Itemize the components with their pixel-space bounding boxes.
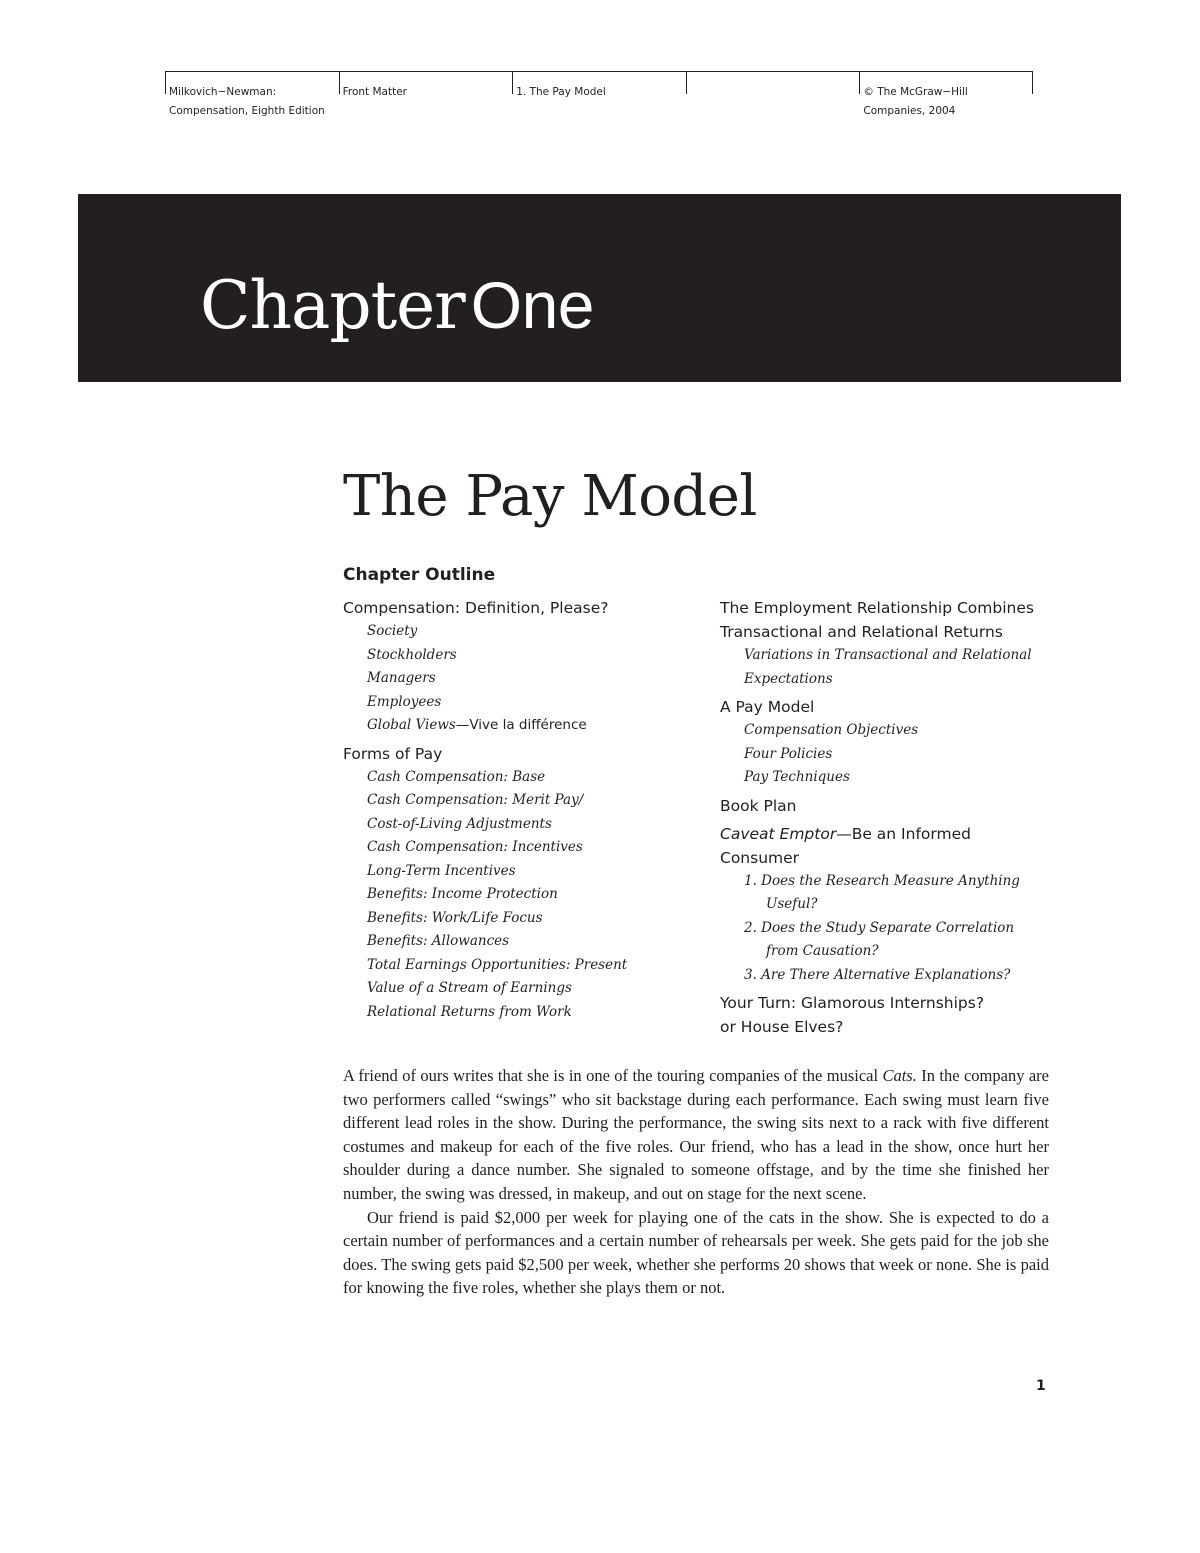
- header-copyright: © The McGraw−Hill Companies, 2004: [859, 72, 1033, 121]
- outline-subitem: Useful?: [766, 896, 818, 912]
- running-header: [165, 71, 1033, 121]
- header-section: Front Matter: [339, 72, 513, 121]
- chapter-banner: [78, 194, 1121, 382]
- outline-item-italic: Caveat Emptor: [720, 824, 837, 843]
- outline-item: Your Turn: Glamorous Internships?: [720, 994, 985, 1012]
- outline-item: or House Elves?: [720, 1018, 844, 1036]
- outline-subitem: [343, 714, 688, 738]
- outline-subitem: Relational Returns from Work: [367, 1003, 572, 1020]
- outline-subitem-italic: Global Views: [367, 717, 456, 733]
- outline-subitem: Pay Techniques: [744, 769, 850, 785]
- musical-title: Cats.: [882, 1066, 917, 1085]
- outline-subitem: Cash Compensation: Base: [367, 768, 546, 785]
- header-book-info: Milkovich−Newman: Compensation, Eighth Edition: [165, 72, 339, 121]
- outline-subitem: Cash Compensation: Incentives: [367, 839, 583, 855]
- outline-subitem: Cash Compensation: Merit Pay/: [367, 792, 584, 808]
- outline-subitem: Four Policies: [744, 745, 833, 762]
- outline-subitem: Value of a Stream of Earnings: [367, 980, 572, 996]
- outline-subitem: 2. Does the Study Separate Correlation: [744, 919, 1015, 936]
- outline-left-column: [343, 596, 688, 1024]
- chapter-number: One: [470, 268, 594, 342]
- body-text: [343, 1064, 1049, 1300]
- body-paragraph: [343, 1064, 1049, 1206]
- body-paragraph: Our friend is paid $2,000 per week for playing one of the cats in the show. She is expected to do a certain number of performances and a certain number of rehearsals per week. She gets paid for the job she does. The swing gets paid $2,500 per week, whether she performs 20 shows that week or none. She is paid for knowing the five roles, whether she plays them or not.: [343, 1207, 1049, 1298]
- outline-subitem: Managers: [367, 670, 436, 686]
- outline-subitem: Benefits: Income Protection: [367, 886, 558, 902]
- outline-subitem: Society: [367, 623, 418, 639]
- header-empty-cell: [686, 72, 860, 121]
- outline-subitem: Stockholders: [367, 646, 457, 663]
- outline-subitem: 1. Does the Research Measure Anything: [744, 872, 1020, 889]
- outline-heading: Chapter Outline: [343, 565, 496, 585]
- chapter-title: The Pay Model: [343, 464, 757, 529]
- outline-subitem: Benefits: Work/Life Focus: [367, 909, 543, 926]
- outline-item: Compensation: Definition, Please?: [343, 599, 609, 617]
- outline-subitem: Long-Term Incentives: [367, 862, 516, 879]
- outline-item: Book Plan: [720, 796, 797, 815]
- outline-subitem: Total Earnings Opportunities: Present: [367, 956, 628, 973]
- outline-subitem: 3. Are There Alternative Explanations?: [744, 966, 1011, 983]
- body-text-run: A friend of ours writes that she is in one of the touring companies of the musical: [343, 1066, 883, 1085]
- outline-item: Forms of Pay: [343, 744, 443, 763]
- outline-subitem: Compensation Objectives: [744, 722, 919, 738]
- outline-subitem-suffix: —Vive la différence: [455, 717, 587, 733]
- outline-subitem: Employees: [367, 693, 442, 710]
- outline-item: The Employment Relationship Combines: [720, 599, 1034, 617]
- chapter-word: Chapter: [200, 267, 465, 344]
- outline-subitem: Variations in Transactional and Relational: [744, 647, 1032, 663]
- body-text-run: In the company are two performers called “swings” who sit backstage during each performance. Each swing must learn five different lead roles in the show. During the performance, the swing sits next to a rack with five different costumes and makeup for each of the five roles. Our friend, who has a lead in the show, once hurt her shoulder during a dance number. She signaled to someone offstage, and by the time she finished her number, the swing was dressed, in makeup, and out on stage for the next scene.: [343, 1066, 1049, 1203]
- outline-subitem: Expectations: [744, 670, 833, 687]
- header-chapter: 1. The Pay Model: [512, 72, 686, 121]
- outline-item: Consumer: [720, 848, 800, 867]
- outline-subitem: Benefits: Allowances: [367, 933, 510, 949]
- outline-subitem: from Causation?: [766, 943, 879, 959]
- chapter-banner-title: [200, 267, 594, 344]
- outline-item: Transactional and Relational Returns: [720, 623, 1003, 641]
- outline-item-suffix: —Be an Informed: [836, 824, 971, 843]
- page-number: 1: [1036, 1378, 1046, 1394]
- outline-item: A Pay Model: [720, 698, 815, 716]
- outline-item: [720, 822, 1065, 846]
- outline-subitem: Cost-of-Living Adjustments: [367, 815, 552, 832]
- outline-right-column: [720, 596, 1065, 1039]
